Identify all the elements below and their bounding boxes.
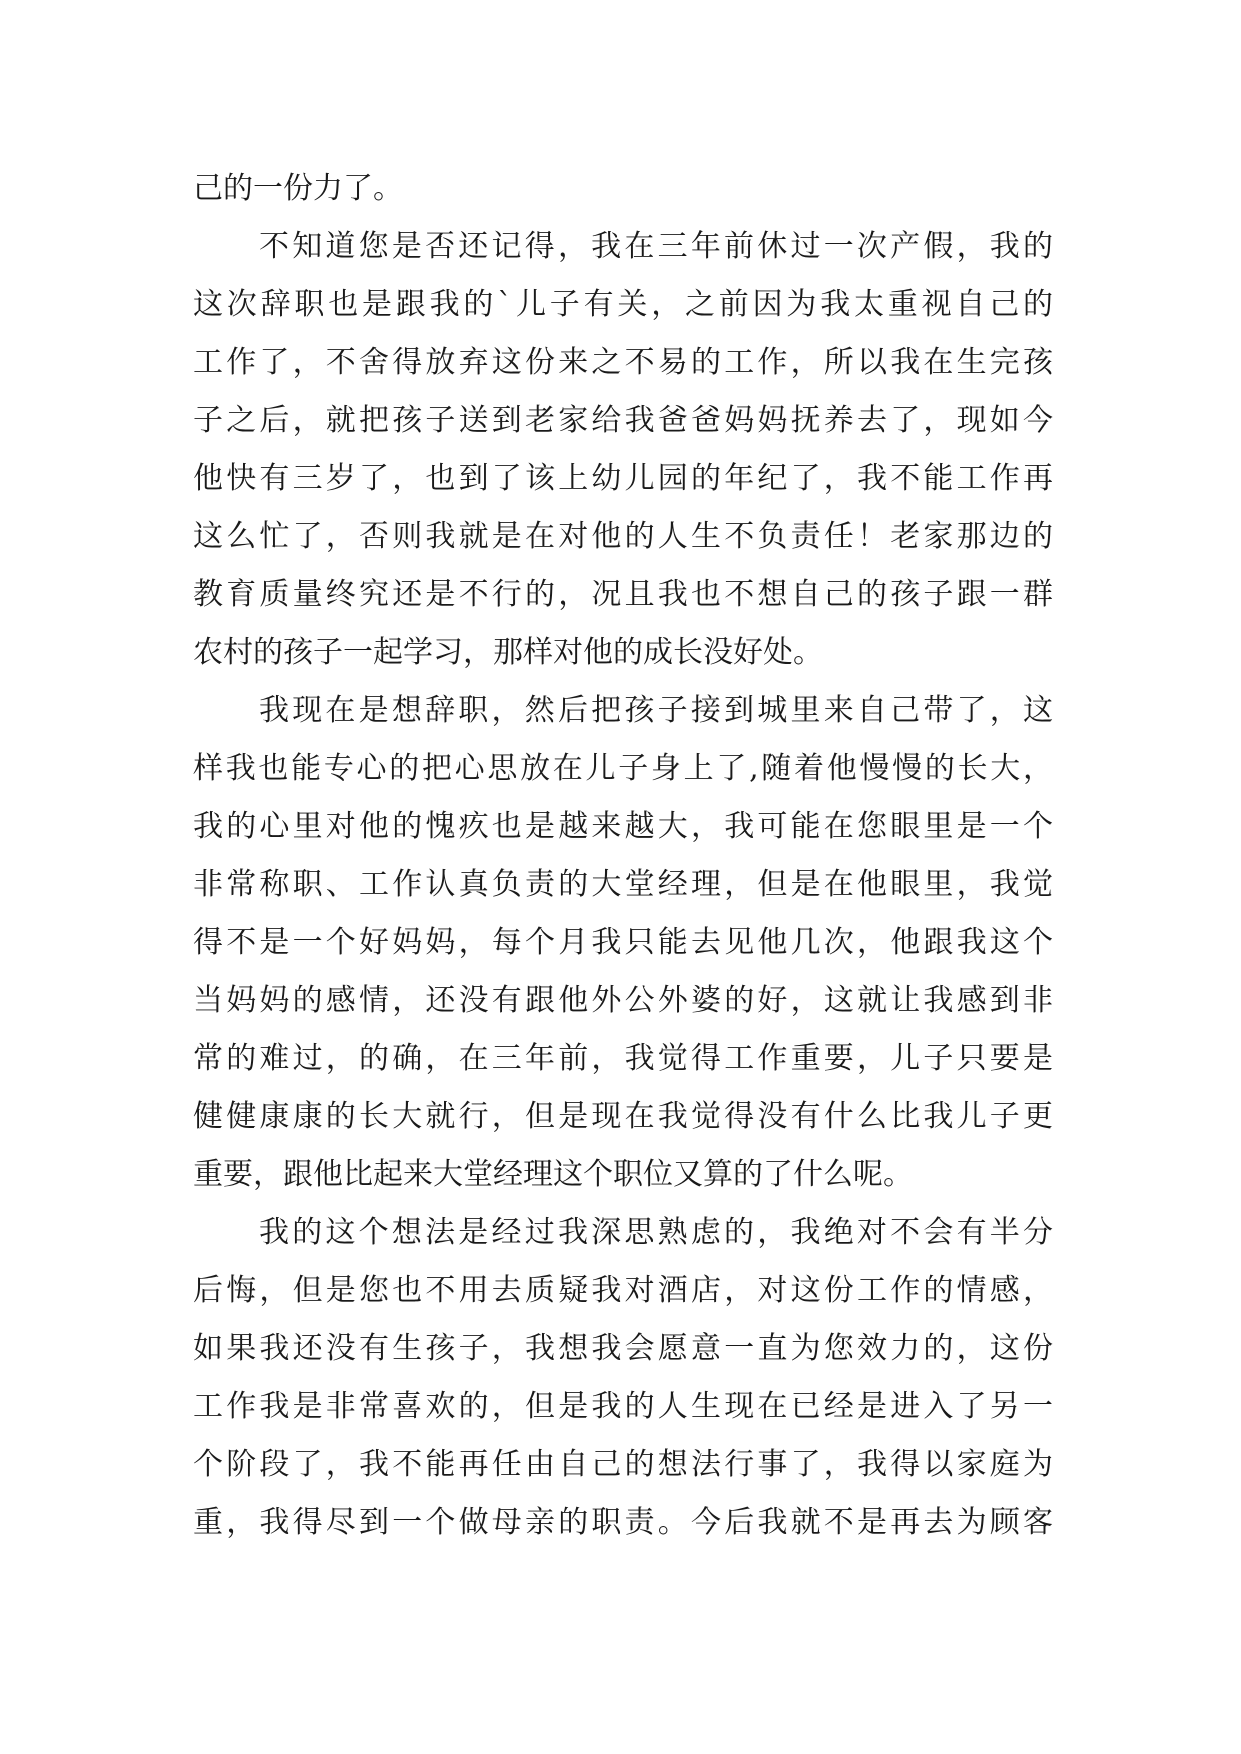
paragraph-line: 农村的孩子一起学习，那样对他的成长没好处。 [193, 635, 823, 670]
paragraph-line: 教育质量终究还是不行的，况且我也不想自己的孩子跟一群 [193, 577, 1053, 612]
paragraph-line: 后悔，但是您也不用去质疑我对酒店，对这份工作的情感， [193, 1273, 1053, 1308]
paragraph-line: 这么忙了，否则我就是在对他的人生不负责任！老家那边的 [193, 519, 1053, 554]
paragraph-line: 己的一份力了。 [193, 171, 403, 206]
paragraph-line: 不知道您是否还记得，我在三年前休过一次产假，我的 [259, 229, 1053, 264]
paragraph-line: 个阶段了，我不能再任由自己的想法行事了，我得以家庭为 [193, 1447, 1053, 1482]
paragraph-line: 非常称职、工作认真负责的大堂经理，但是在他眼里，我觉 [193, 867, 1053, 902]
paragraph-line: 这次辞职也是跟我的`儿子有关，之前因为我太重视自己的 [193, 287, 1053, 322]
paragraph-line: 得不是一个好妈妈，每个月我只能去见他几次，他跟我这个 [193, 925, 1053, 960]
paragraph-line: 工作我是非常喜欢的，但是我的人生现在已经是进入了另一 [193, 1389, 1053, 1424]
paragraph-line: 我现在是想辞职，然后把孩子接到城里来自己带了，这 [259, 693, 1053, 728]
paragraph-line: 当妈妈的感情，还没有跟他外公外婆的好，这就让我感到非 [193, 983, 1053, 1018]
paragraph-line: 常的难过，的确，在三年前，我觉得工作重要，儿子只要是 [193, 1041, 1053, 1076]
paragraph-line: 我的心里对他的愧疚也是越来越大，我可能在您眼里是一个 [193, 809, 1053, 844]
paragraph-line: 我的这个想法是经过我深思熟虑的，我绝对不会有半分 [259, 1215, 1053, 1250]
paragraph-line: 如果我还没有生孩子，我想我会愿意一直为您效力的，这份 [193, 1331, 1053, 1366]
document-body [193, 160, 1053, 1552]
paragraph-line: 样我也能专心的把心思放在儿子身上了,随着他慢慢的长大， [193, 751, 1053, 786]
paragraph-line: 重，我得尽到一个做母亲的职责。今后我就不是再去为顾客 [193, 1505, 1053, 1540]
paragraph-line: 重要，跟他比起来大堂经理这个职位又算的了什么呢。 [193, 1157, 913, 1192]
paragraph-line: 他快有三岁了，也到了该上幼儿园的年纪了，我不能工作再 [193, 461, 1053, 496]
paragraph-line: 健健康康的长大就行，但是现在我觉得没有什么比我儿子更 [193, 1099, 1053, 1134]
paragraph-line: 工作了，不舍得放弃这份来之不易的工作，所以我在生完孩 [193, 345, 1053, 380]
paragraph-line: 子之后，就把孩子送到老家给我爸爸妈妈抚养去了，现如今 [193, 403, 1053, 438]
